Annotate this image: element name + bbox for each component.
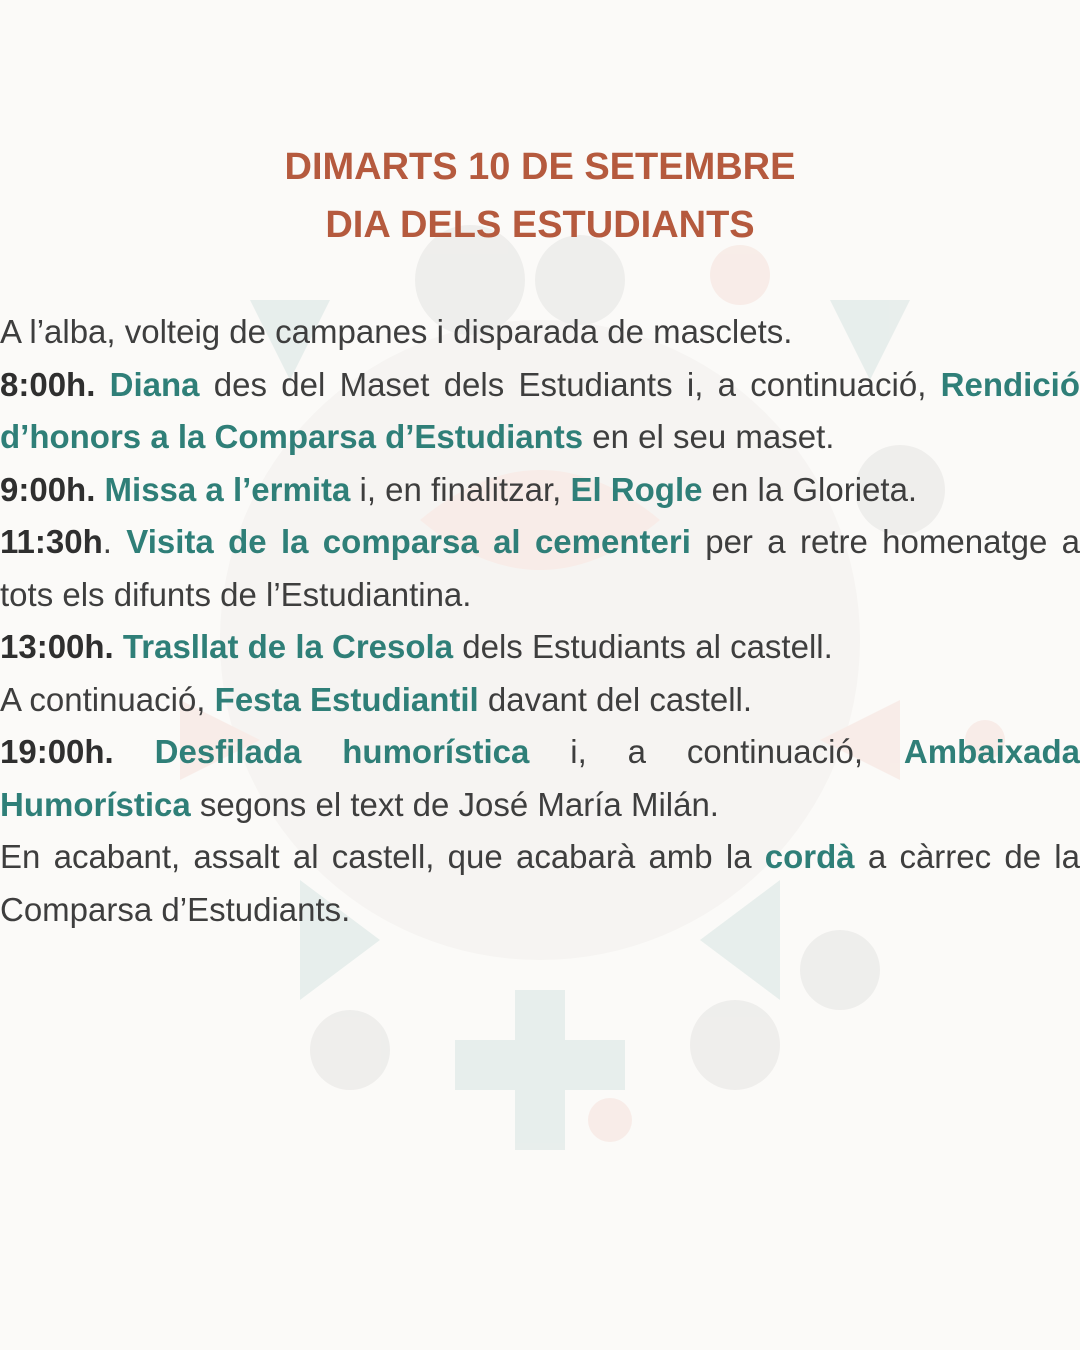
item-text: . bbox=[102, 523, 127, 560]
item-highlight: Desfilada humorística bbox=[154, 733, 530, 770]
item-highlight: Trasllat de la Cresola bbox=[122, 628, 454, 665]
schedule-list bbox=[0, 306, 1080, 936]
item-time: 9:00h. bbox=[0, 470, 96, 508]
item-text: En acabant, assalt al castell, que acabarà amb la bbox=[0, 838, 765, 875]
item-text: a càrrec de la Comparsa d’Estudiants. bbox=[0, 838, 1080, 928]
item-text: A l’alba, volteig de campanes i disparada de masclets. bbox=[0, 313, 793, 350]
item-highlight: cordà bbox=[764, 838, 855, 875]
list-item bbox=[0, 464, 1080, 517]
page-title bbox=[0, 138, 1080, 254]
list-item bbox=[0, 306, 1080, 359]
item-text: i, en finalitzar, bbox=[350, 470, 571, 508]
item-text: davant del castell. bbox=[478, 680, 753, 718]
item-text: i, a continuació, bbox=[529, 733, 904, 770]
item-time: 13:00h. bbox=[0, 628, 114, 665]
item-highlight: Visita de la comparsa al cementeri bbox=[126, 523, 691, 560]
list-item bbox=[0, 516, 1080, 621]
item-highlight: Festa Estudiantil bbox=[214, 680, 479, 718]
title-event: DIA DELS ESTUDIANTS bbox=[325, 204, 755, 246]
item-highlight: Missa a l’ermita bbox=[104, 470, 351, 508]
item-text: dels Estudiants al castell. bbox=[453, 628, 833, 665]
item-highlight: El Rogle bbox=[570, 470, 703, 508]
item-text: en la Glorieta. bbox=[702, 470, 918, 508]
item-text: des del Maset dels Estudiants i, a continuació, bbox=[199, 365, 941, 403]
item-highlight: Ambaixada Humorística bbox=[0, 733, 1080, 823]
item-highlight: Diana bbox=[109, 365, 200, 403]
item-text: en el seu maset. bbox=[583, 418, 835, 455]
item-text: per a retre homenatge a tots els difunts de l’Estudiantina. bbox=[0, 523, 1080, 613]
item-text: A continuació, bbox=[0, 680, 215, 718]
item-time: 11:30h bbox=[0, 523, 103, 560]
list-item bbox=[0, 726, 1080, 831]
list-item bbox=[0, 674, 1080, 727]
item-text: segons el text de José María Milán. bbox=[190, 785, 719, 823]
list-item bbox=[0, 359, 1080, 464]
item-time: 8:00h. bbox=[0, 365, 96, 403]
item-time: 19:00h. bbox=[0, 733, 114, 770]
title-date: DIMARTS 10 DE SETEMBRE bbox=[284, 146, 796, 188]
item-highlight: Rendició d’honors a la Comparsa d’Estudiants bbox=[0, 365, 1080, 455]
list-item bbox=[0, 621, 1080, 674]
list-item bbox=[0, 831, 1080, 936]
